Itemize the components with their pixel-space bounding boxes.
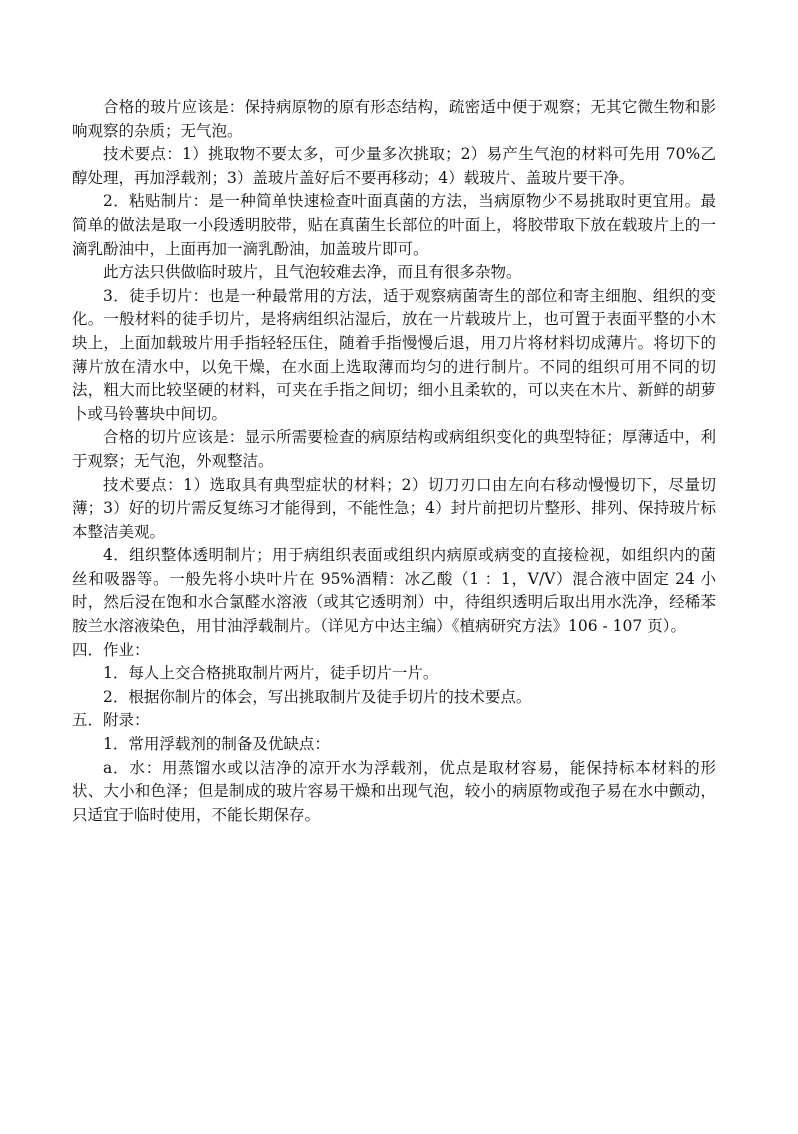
paragraph-whole-mount: 4．组织整体透明制片；用于病组织表面或组织内病原或病变的直接检视，如组织内的菌丝和吸器等。一般先将小块叶片在 95%酒精：冰乙酸（1 ：1，V/V）混合液中固定 24 小时，然后浸在饱和水合氯醛水溶液（或其它透明剂）中，待组织透明后取出用水洗净，经稀苯胺兰水溶液染色，用甘油浮载制片。（详见方中达主编）《植病研究方法》106 - 107 页）。 [72, 546, 716, 636]
section-heading-assignment: 四．作业： [72, 640, 150, 659]
document-page [72, 96, 716, 827]
assignment-item: 2．根据你制片的体会，写出挑取制片及徒手切片的技术要点。 [103, 687, 532, 706]
paragraph-adhesive-mount: 2．粘贴制片：是一种简单快速检查叶面真菌的方法，当病原物少不易挑取时更宜用。最简单的做法是取一小段透明胶带，贴在真菌生长部位的叶面上，将胶带取下放在载玻片上的一滴乳酚油中，上面再加一滴乳酚油，加盖玻片即可。 [72, 192, 716, 258]
paragraph-freehand-section: 3．徒手切片：也是一种最常用的方法，适于观察病菌寄生的部位和寄主细胞、组织的变化。一般材料的徒手切片，是将病组织沾湿后，放在一片载玻片上，也可置于表面平整的小木块上，上面加载玻片用手指轻轻压住，随着手指慢慢后退，用刀片将材料切成薄片。将切下的薄片放在清水中，以免干燥，在水面上选取薄而均匀的进行制片。不同的组织可用不同的切法，粗大而比较坚硬的材料，可夹在手指之间切；细小且柔软的，可以夹在木片、新鲜的胡萝卜或马铃薯块中间切。 [72, 286, 716, 423]
paragraph-tech-points-picking: 技术要点：1）挑取物不要太多，可少量多次挑取；2）易产生气泡的材料可先用 70%乙醇处理，再加浮载剂；3）盖玻片盖好后不要再移动；4）载玻片、盖玻片要干净。 [72, 145, 716, 187]
paragraph-water-mountant: a．水：用蒸馏水或以洁净的凉开水为浮载剂，优点是取材容易，能保持标本材料的形状、大小和色泽；但是制成的玻片容易干燥和出现气泡，较小的病原物或孢子易在水中颤动，只适宜于临时使用，不能长期保存。 [72, 758, 716, 824]
paragraph-temporary-note: 此方法只供做临时玻片，且气泡较难去净，而且有很多杂物。 [103, 263, 522, 282]
section-heading-appendix: 五．附录： [72, 711, 150, 730]
paragraph-qualified-section: 合格的切片应该是：显示所需要检查的病原结构或病组织变化的典型特征；厚薄适中，利于观察；无气泡，外观整洁。 [72, 428, 716, 470]
appendix-item: 1．常用浮载剂的制备及优缺点： [103, 735, 330, 754]
assignment-item: 1．每人上交合格挑取制片两片，徒手切片一片。 [103, 664, 439, 683]
paragraph-qualified-slide: 合格的玻片应该是：保持病原物的原有形态结构，疏密适中便于观察；无其它微生物和影响观察的杂质；无气泡。 [72, 98, 716, 140]
paragraph-tech-points-section: 技术要点：1）选取具有典型症状的材料；2）切刀刃口由左向右移动慢慢切下，尽量切薄；3）好的切片需反复练习才能得到，不能性急；4）封片前把切片整形、排列、保持玻片标本整洁美观。 [72, 475, 716, 541]
